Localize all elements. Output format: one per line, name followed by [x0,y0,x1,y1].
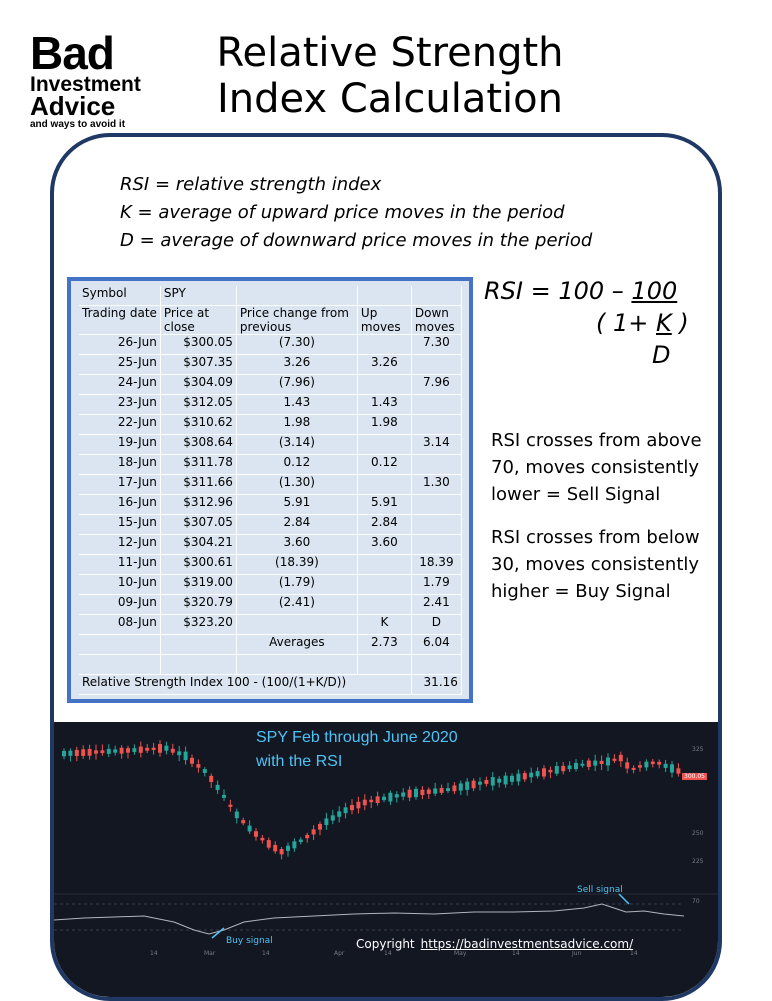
row-change: (2.41) [236,595,357,615]
candle [254,828,258,841]
symbol-label: Symbol [79,286,160,306]
row-price: $311.78 [160,455,236,475]
row-date: 11-Jun [79,555,160,575]
copyright: Copyright https://badinvestmentsadvice.com/ [356,937,634,951]
candle [222,789,226,801]
candle [414,787,418,800]
row-down: 1.79 [411,575,461,595]
symbol-value: SPY [160,286,236,306]
y-tick-225: 225 [692,858,704,865]
row-down: 3.14 [411,435,461,455]
candle [504,772,508,787]
y-tick-325: 325 [692,746,704,753]
candle [433,783,437,796]
candle [113,746,117,756]
table-rsi-row [79,675,461,695]
row-change: (7.96) [236,375,357,395]
candle [644,759,648,770]
candle [75,747,79,761]
candle [216,781,220,794]
candle [171,744,175,755]
row-change: 1.43 [236,395,357,415]
row-down [411,495,461,515]
candle [587,758,591,770]
candle [446,783,450,793]
row-up [357,555,411,575]
candle [132,744,136,754]
candle [580,760,584,768]
candle [120,745,124,759]
row-date: 25-Jun [79,355,160,375]
candle [612,754,616,763]
row-change: (3.14) [236,435,357,455]
candle [100,744,104,755]
row-date: 08-Jun [79,615,160,635]
row-change: (18.39) [236,555,357,575]
row-date: 23-Jun [79,395,160,415]
candle [94,745,98,760]
candle [516,770,520,786]
candle [331,810,335,824]
candle [280,847,284,859]
candle [190,755,194,768]
x-tick-1: 14 [150,950,158,957]
row-up: K [357,615,411,635]
row-change: (1.79) [236,575,357,595]
row-price: $307.35 [160,355,236,375]
x-tick-3: 14 [262,950,270,957]
table-row [79,435,461,455]
candle [286,842,290,856]
candle [68,748,72,761]
candle [625,758,629,774]
row-date: 16-Jun [79,495,160,515]
row-down [411,395,461,415]
x-tick-6: May [454,950,467,957]
header-price: Price at close [160,306,236,335]
row-price: $308.64 [160,435,236,455]
row-up: 0.12 [357,455,411,475]
candle [420,786,424,799]
row-date: 09-Jun [79,595,160,615]
candle [292,838,296,852]
candle [491,772,495,790]
row-price: $304.09 [160,375,236,395]
candle [600,755,604,770]
candle [632,765,636,773]
candle [452,782,456,794]
candle [344,803,348,819]
candle [356,797,360,814]
candle [273,841,277,853]
row-down: 2.41 [411,595,461,615]
candle [107,744,111,757]
row-up [357,435,411,455]
candle [382,793,386,802]
candle [651,759,655,767]
table-row [79,395,461,415]
logo-line3: Advice [30,91,116,121]
spy-rsi-chart [54,722,718,997]
row-price: $312.05 [160,395,236,415]
sell-signal-label: Sell signal [577,885,623,895]
row-date: 22-Jun [79,415,160,435]
candle [81,745,85,759]
sell-signal-arrow [619,894,629,904]
candle [664,760,668,772]
row-price: $307.05 [160,515,236,535]
candle [536,767,540,778]
x-tick-9: 14 [630,950,638,957]
row-up: 1.43 [357,395,411,415]
table-row [79,495,461,515]
row-date: 24-Jun [79,375,160,395]
row-price: $311.66 [160,475,236,495]
candle [235,809,239,824]
signal-rules [491,427,716,621]
row-up [357,335,411,355]
candle [139,742,143,758]
buy-signal-label: Buy signal [226,936,273,946]
row-change: 5.91 [236,495,357,515]
candle [158,740,162,756]
row-change: 1.98 [236,415,357,435]
table-row [79,535,461,555]
row-change: (1.30) [236,475,357,495]
candle [62,748,66,759]
candle [145,744,149,753]
row-down [411,515,461,535]
row-price: $310.62 [160,415,236,435]
candle [126,746,130,758]
candle [299,837,303,844]
row-change: (7.30) [236,335,357,355]
candle [619,752,623,767]
rsi-label: Relative Strength Index 100 - (100/(1+K/D)) [79,675,411,695]
table-row [79,575,461,595]
candle [440,784,444,795]
candle [497,776,501,787]
candle [670,761,674,778]
last-price-tag: 300.05 [684,773,705,780]
candle [369,796,373,808]
x-tick-4: Apr [334,950,345,957]
row-date: 26-Jun [79,335,160,355]
x-tick-5: 14 [384,950,392,957]
row-down: D [411,615,461,635]
sell-signal-rule: RSI crosses from above 70, moves consistently lower = Sell Signal [491,430,702,505]
candle [228,800,232,812]
x-tick-8: Jun [572,950,582,957]
row-down: 7.30 [411,335,461,355]
calculation-table-box [67,277,473,703]
table-row [79,455,461,475]
candle [529,768,533,783]
candle [657,759,661,768]
header-up: Up moves [357,306,411,335]
candle [248,820,252,834]
logo-tagline: and ways to avoid it [30,119,126,130]
candle [241,818,245,826]
row-change [236,615,357,635]
row-up: 2.84 [357,515,411,535]
candle [427,787,431,799]
row-price: $320.79 [160,595,236,615]
definition-rsi: RSI = relative strength index [120,174,382,195]
row-date: 15-Jun [79,515,160,535]
candle [184,747,188,765]
row-down [411,355,461,375]
candle [523,771,527,782]
candle [542,765,546,779]
row-up: 1.98 [357,415,411,435]
formula-line2: ( 1+ K ) [596,309,689,337]
logo [30,27,160,130]
table-row [79,335,461,355]
table-row [79,555,461,575]
candle [555,762,559,776]
candle [676,763,680,776]
row-date: 18-Jun [79,455,160,475]
row-date: 17-Jun [79,475,160,495]
header-date: Trading date [79,306,160,335]
row-price: $304.21 [160,535,236,555]
candle [260,835,264,844]
calculation-table [79,286,462,695]
row-down: 7.96 [411,375,461,395]
candle [196,759,200,772]
candle [88,745,92,760]
row-up: 3.26 [357,355,411,375]
formula-line1: RSI = 100 – 100 [484,277,678,305]
row-change: 3.26 [236,355,357,375]
row-date: 12-Jun [79,535,160,555]
row-up [357,595,411,615]
row-down [411,455,461,475]
x-tick-2: Mar [204,950,216,957]
candle [350,799,354,814]
candle [324,813,328,830]
candle [408,786,412,801]
table-row [79,415,461,435]
table-averages-row [79,635,461,655]
candle [164,742,168,755]
formula-numerator: 100 [631,277,678,305]
candle [395,791,399,802]
candle [561,762,565,774]
definition-d: D = average of downward price moves in the period [120,230,593,251]
candle [606,753,610,771]
candle [638,761,642,772]
candle [472,778,476,791]
candle [312,825,316,840]
definition-k: K = average of upward price moves in the period [120,202,565,223]
title-line2: Index Calculation [217,76,563,122]
candle [376,792,380,806]
row-up: 5.91 [357,495,411,515]
candle [465,778,469,796]
row-change: 2.84 [236,515,357,535]
y-tick-250: 250 [692,830,704,837]
buy-signal-rule: RSI crosses from below 30, moves consistently higher = Buy Signal [491,527,700,602]
x-tick-7: 14 [512,950,520,957]
candle [203,767,207,776]
table-row [79,615,461,635]
title-line1: Relative Strength [216,30,564,76]
candle [548,767,552,779]
copyright-link[interactable]: https://badinvestmentsadvice.com/ [420,937,634,951]
row-down: 1.30 [411,475,461,495]
candle [574,759,578,771]
logo-line1: Bad [30,27,114,79]
header-change: Price change from previous [236,306,357,335]
row-down [411,415,461,435]
row-change: 3.60 [236,535,357,555]
row-price: $300.05 [160,335,236,355]
row-up [357,475,411,495]
candle [510,773,514,785]
content-frame [50,133,722,1001]
row-price: $312.96 [160,495,236,515]
table-row [79,375,461,395]
row-change: 0.12 [236,455,357,475]
definitions [120,171,592,255]
rsi-value: 31.16 [411,675,461,695]
table-row [79,595,461,615]
k-average: 2.73 [357,635,411,655]
table-row [79,515,461,535]
table-header-row [79,306,461,335]
d-average: 6.04 [411,635,461,655]
averages-label: Averages [236,635,357,655]
row-down: 18.39 [411,555,461,575]
row-price: $300.61 [160,555,236,575]
rsi-formula [484,275,689,371]
candle [484,777,488,787]
row-price: $319.00 [160,575,236,595]
candle [401,788,405,800]
candle [388,791,392,805]
candle [593,755,597,771]
candle [267,837,271,849]
candle [177,746,181,761]
candle [318,821,322,835]
candle [152,743,156,755]
candle [459,781,463,796]
candle [478,777,482,790]
page-title [190,30,590,122]
candle [305,833,309,843]
header-down: Down moves [411,306,461,335]
row-date: 10-Jun [79,575,160,595]
table-row-symbol [79,286,461,306]
candle [568,761,572,772]
row-price: $323.20 [160,615,236,635]
candle [337,806,341,822]
row-up: 3.60 [357,535,411,555]
chart-title: SPY Feb through June 2020 with the RSI [256,729,458,770]
table-row [79,355,461,375]
formula-k: K [656,309,672,337]
row-up [357,375,411,395]
y-tick-70: 70 [692,898,700,905]
candle [363,794,367,810]
logo-line2: Investment [30,73,141,96]
row-up [357,575,411,595]
row-down [411,535,461,555]
candle [209,774,213,788]
formula-d: D [652,341,671,369]
row-date: 19-Jun [79,435,160,455]
table-row [79,475,461,495]
